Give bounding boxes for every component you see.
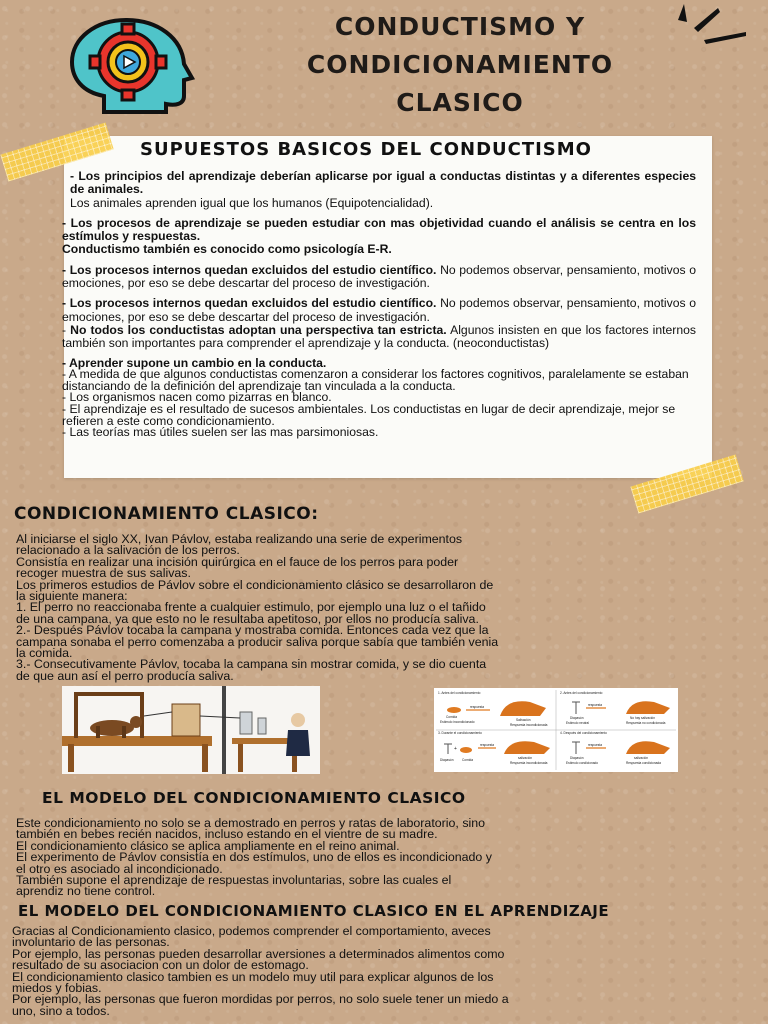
- svg-text:respuesta: respuesta: [470, 705, 484, 709]
- svg-text:Comida: Comida: [446, 715, 457, 719]
- title-line-2: CONDICIONAMIENTO: [306, 50, 614, 79]
- pavlov-experiment-illustration: [62, 686, 320, 774]
- title-line-1: CONDUCTISMO Y: [334, 12, 586, 41]
- principle-3: - Los procesos internos quedan excluidos del estudio científico. No podemos observar, pensamiento, motivos o emociones, por eso se debe descartar del proceso de investigación.: [62, 262, 697, 291]
- conditioning-diagram: [434, 688, 678, 772]
- section-text-aprendizaje: Gracias al Condicionamiento clasico, podemos comprender el comportamiento, aveces involuntario de las personas. Por ejemplo, las personas pueden desarrollar aversiones a determinados alimentos como resultado de su asociacion con un dolor de estomago. El condicionamiento clasico tambien es un modelo muy util para explicar algunos de los miedos y fobias. Por ejemplo, las personas que fueron mordidas por perros, no solo suele tener un miedo a uno, sino a todos.: [12, 924, 509, 1018]
- head-gear-play-icon: [42, 12, 216, 116]
- accent-lines-icon: [670, 0, 760, 50]
- svg-text:salivación: salivación: [634, 756, 648, 760]
- svg-text:Respuesta condicionada: Respuesta condicionada: [626, 761, 661, 765]
- svg-text:Respuesta incondicionada: Respuesta incondicionada: [510, 723, 548, 727]
- svg-text:Comida: Comida: [462, 758, 473, 762]
- svg-text:No hay salivación: No hay salivación: [630, 716, 655, 720]
- svg-text:Respuesta no condicionada: Respuesta no condicionada: [626, 721, 666, 725]
- box-title: SUPUESTOS BASICOS DEL CONDUCTISMO: [140, 139, 592, 160]
- section-heading-modelo: EL MODELO DEL CONDICIONAMIENTO CLASICO: [42, 789, 466, 807]
- svg-text:Diapasón: Diapasón: [570, 716, 584, 720]
- svg-text:salivación: salivación: [518, 756, 532, 760]
- principle-5: - No todos los conductistas adoptan una perspectiva tan estricta. Algunos insisten en que los factores internos también son importantes para comprender el aprendizaje y la conducta. (neoconductistas): [62, 322, 697, 351]
- panel-label-1: 1. Antes del condicionamiento: [438, 691, 481, 695]
- svg-text:respuesta: respuesta: [588, 743, 602, 747]
- svg-text:+: +: [454, 746, 457, 752]
- svg-text:Estímulo neutral: Estímulo neutral: [566, 721, 590, 725]
- title-line-3: CLASICO: [396, 88, 524, 117]
- section-text-modelo: Este condicionamiento no solo se a demostrado en perros y ratas de laboratorio, sino también en bebes recién nacidos, incluso estando en el vientre de su madre. El condicionamiento clásico se aplica ampliamente en el reino animal. El experimento de Pávlov consistía en dos estímulos, uno de ellos es incondicionado y el otro es asociado al incondicionado. También supone el aprendizaje de respuestas involuntarias, sobre las cuales el aprendiz no tiene control.: [16, 816, 492, 899]
- principle-6: - Aprender supone un cambio en la conducta. - A medida de que algunos conductistas comenzaron a considerar los factores cognitivos, paralelamente se estaban distanciando de la definición del aprendizaje tan vinculada a la conducta. - Los organismos nacen como pizarras en blanco. - El aprendizaje es el resultado de sucesos ambientales. Los conductistas en lugar de decir aprendizaje, mejor se refieren a este como condicionamiento. - Las teorías mas útiles suelen ser las mas parsimoniosas.: [62, 355, 689, 440]
- section-heading-aprendizaje: EL MODELO DEL CONDICIONAMIENTO CLASICO EN EL APRENDIZAJE: [18, 902, 610, 920]
- principle-2: - Los procesos de aprendizaje se pueden estudiar con mas objetividad cuando el análisis se centra en los estímulos y respuestas. Conductismo también es conocido como psicología E-R.: [62, 215, 696, 257]
- panel-label-2: 2. Antes del condicionamiento: [560, 691, 603, 695]
- svg-text:respuesta: respuesta: [588, 703, 602, 707]
- box-body: [62, 170, 696, 439]
- page-title: [240, 8, 680, 122]
- principle-4: - Los procesos internos quedan excluidos del estudio científico. No podemos observar, pensamiento, motivos o emociones, por eso se debe descartar del proceso de investigación.: [62, 296, 697, 324]
- svg-text:Diapasón: Diapasón: [440, 758, 454, 762]
- svg-text:Salivación: Salivación: [516, 718, 531, 722]
- section-heading-clasico: CONDICIONAMIENTO CLASICO:: [14, 504, 319, 524]
- svg-text:respuesta: respuesta: [480, 743, 494, 747]
- svg-text:Respuesta incondicionada: Respuesta incondicionada: [510, 761, 548, 765]
- principle-1: - Los principios del aprendizaje deberían aplicarse por igual a conductas distintas y a diferentes especies de animales. Los animales aprenden igual que los humanos (Equipotencialidad).: [70, 169, 696, 210]
- panel-label-4: 4. Después del condicionamiento: [560, 731, 607, 735]
- svg-text:Estímulo condicionado: Estímulo condicionado: [566, 761, 599, 765]
- svg-text:Estímulo incondicionado: Estímulo incondicionado: [440, 720, 475, 724]
- svg-text:Diapasón: Diapasón: [570, 756, 584, 760]
- section-text-clasico: Al iniciarse el siglo XX, Ivan Pávlov, estaba realizando una serie de experimentos relacionado a la salivación de los perros. Consistía en realizar una incisión quirúrgica en el fauce de los perros para poder recoger muestra de sus salivas. Los primeros estudios de Pávlov sobre el condicionamiento clásico se desarrollaron de la siguiente manera: 1. El perro no reaccionaba frente a cualquier estimulo, por ejemplo una luz o el tañido de una campana, ya que esto no le resultaba apetitoso, por ellos no producía saliva. 2.- Después Pávlov tocaba la campana y mostraba comida. Entonces cada vez que la campana sonaba el perro comenzaba a producir saliva porque sabía que también venia la comida. 3.- Consecutivamente Pávlov, tocaba la campana sin mostrar comida, y se dio cuenta de que aun así el perro producía saliva.: [16, 532, 499, 683]
- panel-label-3: 3. Durante el condicionamiento: [438, 731, 482, 735]
